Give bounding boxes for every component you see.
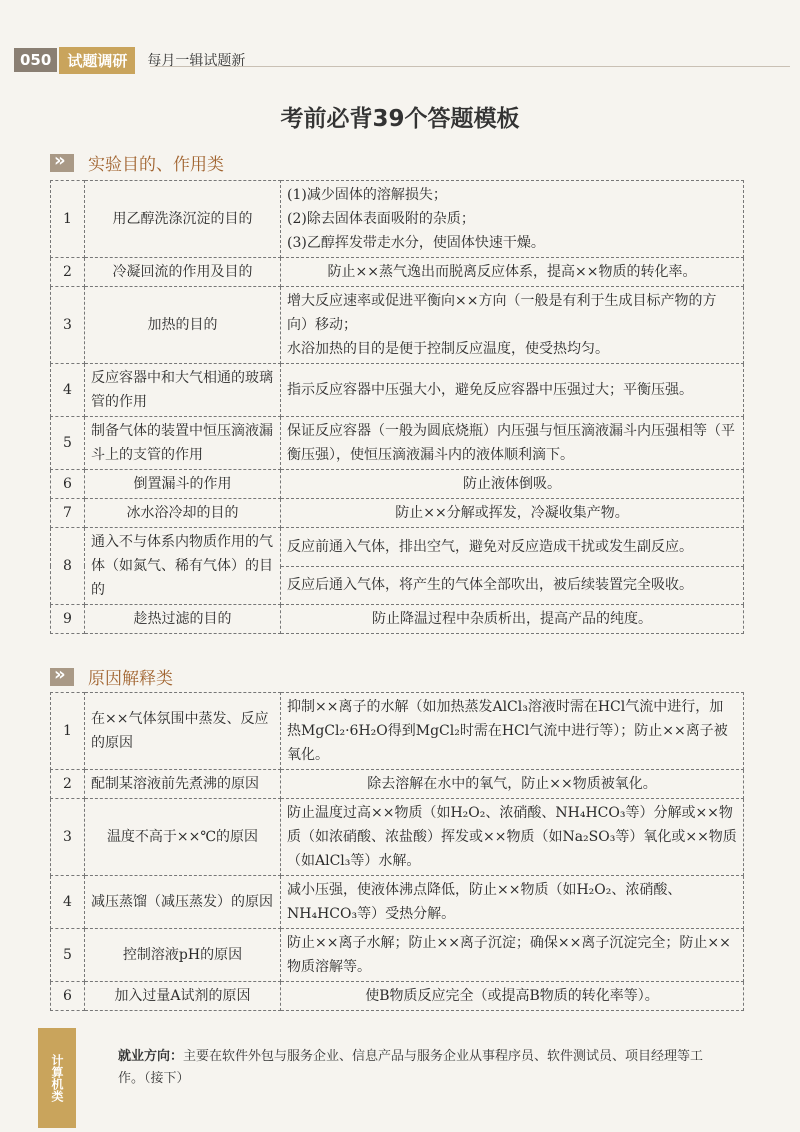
table-row <box>51 364 744 417</box>
row-answer: 使B物质反应完全（或提高B物质的转化率等）。 <box>281 982 744 1011</box>
row-answer: 抑制××离子的水解（如加热蒸发AlCl₃溶液时需在HCl气流中进行，加热MgCl₂·6H₂O得到MgCl₂时需在HCl气流中进行等）；防止××离子被氧化。 <box>281 693 744 770</box>
answer-line: 增大反应速率或促进平衡向××方向（一般是有利于生成目标产物的方向）移动； <box>287 293 717 333</box>
row-answer: 反应后通入气体，将产生的气体全部吹出，被后续装置完全吸收。 <box>281 566 744 605</box>
table-row <box>51 258 744 287</box>
row-number: 8 <box>51 528 85 605</box>
row-question: 加热的目的 <box>85 287 281 364</box>
table-row <box>51 417 744 470</box>
chevron-right-icon <box>50 668 74 686</box>
header-section: 试题调研 <box>59 47 135 74</box>
row-question: 制备气体的装置中恒压滴液漏斗上的支管的作用 <box>85 417 281 470</box>
section1-table <box>50 180 744 634</box>
row-answer: 减小压强，使液体沸点降低，防止××物质（如H₂O₂、浓硝酸、NH₄HCO₃等）受热分解。 <box>281 876 744 929</box>
row-question: 在××气体氛围中蒸发、反应的原因 <box>85 693 281 770</box>
row-number: 6 <box>51 470 85 499</box>
row-number: 5 <box>51 929 85 982</box>
row-answer: 防止温度过高××物质（如H₂O₂、浓硝酸、NH₄HCO₃等）分解或××物质（如浓硝酸、浓盐酸）挥发或××物质（如Na₂SO₃等）氧化或××物质（如AlCl₃等）水解。 <box>281 799 744 876</box>
row-question: 通入不与体系内物质作用的气体（如氮气、稀有气体）的目的 <box>85 528 281 605</box>
section1-heading <box>50 150 224 175</box>
row-number: 4 <box>51 364 85 417</box>
row-number: 3 <box>51 799 85 876</box>
table-row <box>51 876 744 929</box>
section2-table <box>50 692 744 1011</box>
table-row <box>51 799 744 876</box>
row-question: 配制某溶液前先煮沸的原因 <box>85 770 281 799</box>
row-answer: 指示反应容器中压强大小，避免反应容器中压强过大；平衡压强。 <box>281 364 744 417</box>
page-header <box>14 46 245 74</box>
row-number: 4 <box>51 876 85 929</box>
row-number: 6 <box>51 982 85 1011</box>
table-row <box>51 982 744 1011</box>
row-question: 冷凝回流的作用及目的 <box>85 258 281 287</box>
row-answer <box>281 181 744 258</box>
table-row <box>51 929 744 982</box>
row-number: 7 <box>51 499 85 528</box>
header-divider <box>150 66 790 67</box>
footer-note <box>118 1046 728 1090</box>
row-question: 反应容器中和大气相通的玻璃管的作用 <box>85 364 281 417</box>
row-answer: 防止××分解或挥发，冷凝收集产物。 <box>281 499 744 528</box>
row-question: 温度不高于××℃的原因 <box>85 799 281 876</box>
row-answer: 防止液体倒吸。 <box>281 470 744 499</box>
section2-heading <box>50 664 173 689</box>
row-question: 控制溶液pH的原因 <box>85 929 281 982</box>
table-row <box>51 528 744 567</box>
row-question: 用乙醇洗涤沉淀的目的 <box>85 181 281 258</box>
table-row <box>51 181 744 258</box>
row-question: 减压蒸馏（减压蒸发）的原因 <box>85 876 281 929</box>
row-answer: 防止××蒸气逸出而脱离反应体系，提高××物质的转化率。 <box>281 258 744 287</box>
footer-body: 主要在软件外包与服务企业、信息产品与服务企业从事程序员、软件测试员、项目经理等工作。（接下） <box>118 1049 704 1086</box>
answer-line: (3)乙醇挥发带走水分，使固体快速干燥。 <box>287 235 545 251</box>
chevron-right-icon <box>50 154 74 172</box>
section1-title: 实验目的、作用类 <box>88 155 224 175</box>
row-answer: 保证反应容器（一般为圆底烧瓶）内压强与恒压滴液漏斗内压强相等（平衡压强），使恒压滴液漏斗内的液体顺利滴下。 <box>281 417 744 470</box>
table-row <box>51 287 744 364</box>
row-answer: 防止降温过程中杂质析出，提高产品的纯度。 <box>281 605 744 634</box>
answer-line: (1)减少固体的溶解损失； <box>287 187 447 203</box>
row-question: 倒置漏斗的作用 <box>85 470 281 499</box>
row-number: 3 <box>51 287 85 364</box>
row-question: 加入过量A试剂的原因 <box>85 982 281 1011</box>
row-number: 1 <box>51 181 85 258</box>
footer-label: 就业方向： <box>118 1049 184 1064</box>
answer-line: (2)除去固体表面吸附的杂质； <box>287 211 475 227</box>
row-number: 2 <box>51 770 85 799</box>
page-title: 考前必背39个答题模板 <box>280 106 520 132</box>
row-answer <box>281 287 744 364</box>
row-question: 冰水浴冷却的目的 <box>85 499 281 528</box>
row-number: 2 <box>51 258 85 287</box>
page-number: 050 <box>14 48 57 72</box>
row-question: 趁热过滤的目的 <box>85 605 281 634</box>
table-row <box>51 499 744 528</box>
table-row <box>51 693 744 770</box>
table-row <box>51 770 744 799</box>
table-row <box>51 470 744 499</box>
row-answer: 除去溶解在水中的氧气，防止××物质被氧化。 <box>281 770 744 799</box>
row-number: 1 <box>51 693 85 770</box>
table-row <box>51 605 744 634</box>
row-answer: 防止××离子水解；防止××离子沉淀；确保××离子沉淀完全；防止××物质溶解等。 <box>281 929 744 982</box>
row-answer: 反应前通入气体，排出空气，避免对反应造成干扰或发生副反应。 <box>281 528 744 567</box>
header-subtitle: 每月一辑试题新 <box>147 53 246 69</box>
footer-side-label: 计算机类 <box>38 1028 76 1128</box>
answer-line: 水浴加热的目的是便于控制反应温度，使受热均匀。 <box>287 341 609 357</box>
row-number: 5 <box>51 417 85 470</box>
section2-title: 原因解释类 <box>88 669 173 689</box>
row-number: 9 <box>51 605 85 634</box>
